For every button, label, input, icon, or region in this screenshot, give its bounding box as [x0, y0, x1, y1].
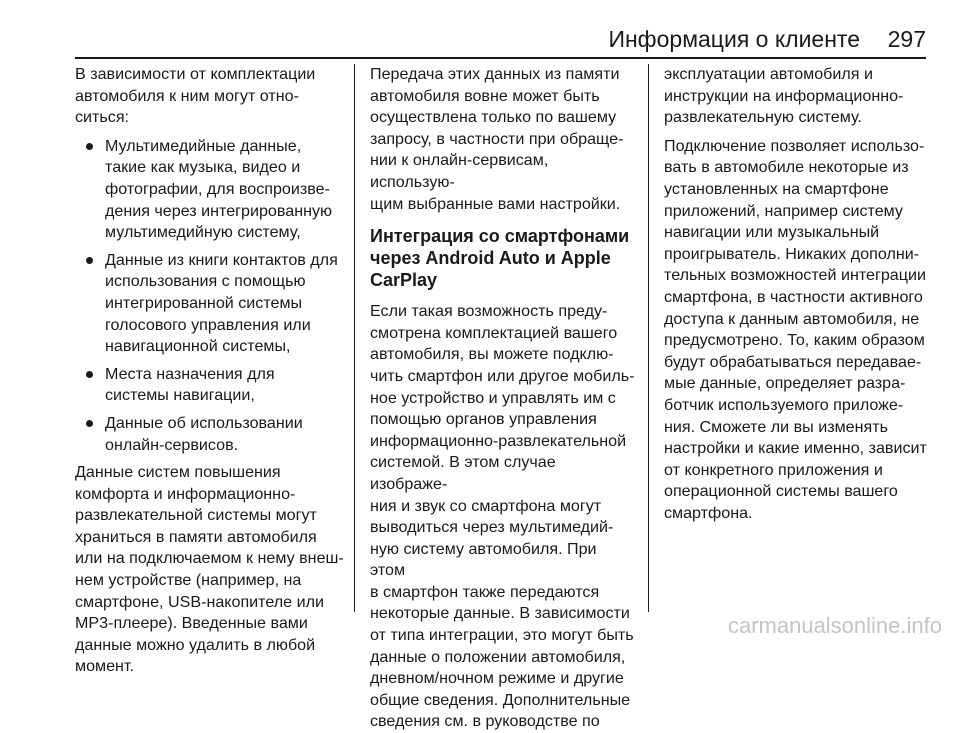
section-heading: Интеграция со смартфонами через Android Auto и Apple CarPlay [370, 226, 630, 291]
continuation-paragraph: эксплуатации автомобиля и инструкции на информационно- развлекательную систему. [664, 65, 904, 127]
apps-paragraph: Подключение позволяет использо- вать в автомобиле некоторые из установленных на смартфоне приложений, например систему навигации или музыкальный проигрыватель. Никаких дополни- тельных возможностей интеграции смартфона, в частности активного доступа к данным автомобиля, не предусмотрено. То, каким образом будут обрабатываться передавае- мые данные, определяет разра- ботчик используемого приложе- ния. Сможете ли вы изменять настройки и какие именно, зависит от конкретного приложения и операционной системы вашего смартфона. [664, 136, 927, 522]
list-item [75, 136, 347, 244]
column-1 [75, 64, 347, 678]
list-item [75, 364, 347, 407]
storage-paragraph: Данные систем повышения комфорта и информационно- развлекательной системы могут храниться в памяти автомобиля или на подключаемом к нему внеш- нем устройстве (например, на смартфоне, USB-накопителе или MP3-плеере). Введенные вами данные можно удалить в любой момент. [75, 463, 344, 676]
bullet-icon [86, 371, 93, 378]
bullet-icon [86, 257, 93, 264]
integration-paragraph: Если такая возможность преду- смотрена комплектацией вашего автомобиля, вы можете подклю- чить смартфон или другое мобиль- ное устройство и управлять им с помощью органов управления информационно-развлекательной системой. В этом случае изображе- ния и звук со смартфона могут выводиться через мультимедий- ную систему автомобиля. При этом в смартфон также передаются некоторые данные. В зависимости от типа интеграции, это могут быть данные о положении автомобиля, дневном/ночном режиме и другие общие сведения. Дополнительные сведения см. в руководстве по [370, 302, 635, 731]
transfer-paragraph: Передача этих данных из памяти автомобиля вовне может быть осуществлена только по вашему запросу, в частности при обраще- нии к онлайн-сервисам, использую- щим выбранные вами настройки. [370, 65, 624, 213]
column-divider [648, 64, 649, 612]
section-title: Информация о клиенте [608, 26, 860, 52]
header-divider [75, 57, 926, 59]
list-item [75, 250, 347, 358]
list-item-text: Мультимедийные данные, такие как музыка, видео и фотографии, для воспроизве- дения через интегрированную мультимедийную систему, [105, 136, 333, 242]
column-2 [370, 64, 636, 733]
column-3 [664, 64, 932, 524]
list-item-text: Данные об использовании онлайн-сервисов. [105, 413, 303, 454]
column-divider [354, 64, 355, 612]
list-item [75, 413, 347, 456]
page-header [0, 0, 960, 60]
page-number: 297 [887, 26, 926, 52]
bullet-icon [86, 420, 93, 427]
intro-text: В зависимости от комплектации автомобиля к ним могут отно- ситься: [75, 65, 316, 127]
list-item-text: Данные из книги контактов для использования с помощью интегрированной системы голосового управления или навигационной системы, [105, 250, 338, 356]
data-types-list [75, 136, 347, 456]
list-item-text: Места назначения для системы навигации, [105, 364, 275, 405]
bullet-icon [86, 143, 93, 150]
watermark: carmanualsonline.info [727, 613, 942, 638]
